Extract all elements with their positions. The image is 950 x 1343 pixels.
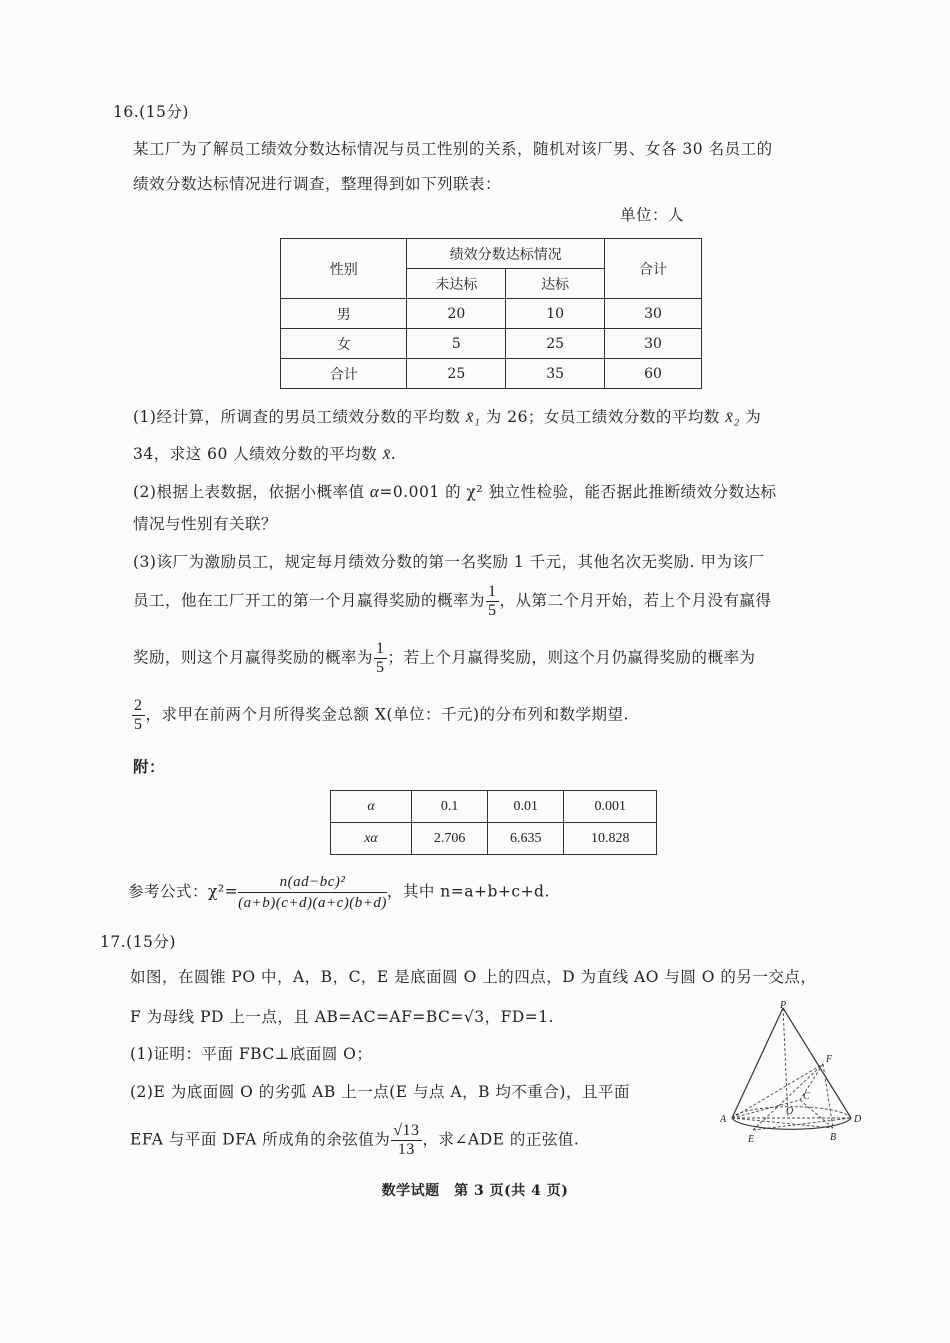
text: =0.001 的 χ² 独立性检验，能否据此推断绩效分数达标 — [379, 483, 777, 501]
math-x2-bar: x̄₂ — [725, 407, 740, 426]
label-F: F — [826, 1054, 833, 1065]
reference-formula — [128, 872, 550, 913]
text: ，求∠ADE 的正弦值. — [422, 1130, 580, 1149]
chi-square-fraction — [238, 872, 387, 913]
q17-line-2: F 为母线 PD 上一点，且 AB=AC=AF=BC=√3，FD=1. — [130, 1008, 555, 1026]
math-x-bar: x̄ — [382, 444, 391, 463]
row-label: α — [331, 791, 412, 823]
header-gender: 性别 — [281, 239, 407, 299]
text: ；若上个月赢得奖励，则这个月仍赢得奖励的概率为 — [387, 648, 756, 667]
cell: 20 — [407, 299, 506, 329]
text: . — [390, 445, 397, 463]
label-B: B — [830, 1132, 837, 1143]
numerator: 1 — [376, 640, 385, 657]
q17-part-2-line-1: (2)E 为底面圆 O 的劣弧 AB 上一点(E 与点 A，B 均不重合)，且平面 — [130, 1083, 630, 1101]
q16-part-3-line-2 — [133, 583, 772, 620]
text: ，求甲在前两个月所得奖金总额 X(单位：千元)的分布列和数学期望. — [145, 705, 629, 724]
row-label: xα — [331, 823, 412, 855]
row-label: 女 — [281, 329, 407, 359]
math-alpha: α — [369, 482, 380, 501]
table-row — [281, 299, 702, 329]
cell: 25 — [506, 329, 605, 359]
math-x1-bar: x̄₁ — [465, 407, 481, 426]
critical-value-table — [330, 790, 657, 855]
header-total: 合计 — [605, 239, 702, 299]
q16-part-2-line-2: 情况与性别有关联？ — [133, 515, 278, 533]
contingency-table — [280, 238, 702, 389]
numerator: √13 — [393, 1122, 420, 1139]
text: 为 26；女员工绩效分数的平均数 — [480, 408, 726, 426]
numerator: 2 — [134, 697, 143, 714]
label-E: E — [748, 1134, 755, 1145]
q16-part-3-line-1: (3)该厂为激励员工，规定每月绩效分数的第一名奖励 1 千元，其他名次无奖励. 甲为该厂 — [133, 553, 765, 571]
question-16-number: 16.(15分) — [113, 103, 189, 121]
denominator: (a+b)(c+d)(a+c)(b+d) — [238, 895, 387, 911]
header-performance: 绩效分数达标情况 — [407, 239, 605, 269]
cone-figure — [718, 1000, 868, 1150]
label-P: P — [780, 1000, 787, 1011]
cell: 10.828 — [564, 823, 657, 855]
table-row — [331, 791, 657, 823]
table-unit: 单位：人 — [620, 206, 685, 224]
q16-intro-line-1: 某工厂为了解员工绩效分数达标情况与员工性别的关系，随机对该厂男、女各 30 名员工的 — [133, 140, 773, 158]
header-met: 达标 — [506, 269, 605, 299]
fraction-two-fifths — [132, 697, 145, 734]
text: 为 — [739, 408, 762, 426]
cell: 0.1 — [412, 791, 488, 823]
text: 34，求这 60 人绩效分数的平均数 — [133, 445, 383, 463]
fraction-one-fifth — [486, 583, 499, 620]
text: (2)根据上表数据，依据小概率值 — [133, 483, 370, 501]
numerator: n(ad−bc)² — [238, 872, 387, 893]
appendix-label: 附： — [133, 757, 166, 776]
cell: 60 — [605, 359, 702, 389]
text: EFA 与平面 DFA 所成角的余弦值为 — [130, 1130, 391, 1149]
q16-part-3-line-3 — [133, 640, 756, 677]
cell: 2.706 — [412, 823, 488, 855]
cell: 0.001 — [564, 791, 657, 823]
q16-intro-line-2: 绩效分数达标情况进行调查，整理得到如下列联表： — [133, 175, 502, 193]
text: ，从第二个月开始，若上个月没有赢得 — [499, 591, 772, 610]
cell: 6.635 — [488, 823, 564, 855]
label-O: O — [786, 1106, 794, 1117]
cell: 30 — [605, 299, 702, 329]
denominator: 13 — [397, 1141, 415, 1158]
denominator: 5 — [134, 716, 143, 733]
header-not-met: 未达标 — [407, 269, 506, 299]
q17-line-1: 如图，在圆锥 PO 中，A，B，C，E 是底面圆 O 上的四点，D 为直线 AO 与圆 O 的另一交点， — [130, 968, 817, 986]
label-D: D — [854, 1114, 862, 1125]
q17-part-2-line-2 — [130, 1122, 579, 1159]
cell: 5 — [407, 329, 506, 359]
q16-part-1-line-2 — [133, 442, 396, 464]
page-footer: 数学试题 第 3 页(共 4 页) — [381, 1183, 569, 1199]
text: ，其中 n=a+b+c+d. — [386, 882, 550, 901]
table-row — [281, 329, 702, 359]
denominator: 5 — [376, 659, 385, 676]
q16-part-2-line-1 — [133, 480, 777, 502]
table-row — [331, 823, 657, 855]
numerator: 1 — [488, 583, 497, 600]
table-row — [281, 359, 702, 389]
question-17-number: 17.(15分) — [100, 933, 176, 951]
text: 奖励，则这个月赢得奖励的概率为 — [133, 648, 374, 667]
denominator: 5 — [488, 602, 497, 619]
text: 参考公式：χ²= — [128, 882, 239, 901]
label-C: C — [803, 1091, 810, 1102]
cell: 0.01 — [488, 791, 564, 823]
q16-part-3-line-4 — [131, 697, 629, 734]
q16-part-1-line-1 — [133, 405, 761, 427]
cell: 35 — [506, 359, 605, 389]
fraction-one-fifth — [374, 640, 387, 677]
fraction-sqrt13-over-13 — [391, 1122, 421, 1159]
cell: 25 — [407, 359, 506, 389]
q17-part-1: (1)证明：平面 FBC⊥底面圆 O； — [130, 1045, 373, 1063]
text: (1)经计算，所调查的男员工绩效分数的平均数 — [133, 408, 466, 426]
row-label: 合计 — [281, 359, 407, 389]
cell: 30 — [605, 329, 702, 359]
cell: 10 — [506, 299, 605, 329]
text: 员工，他在工厂开工的第一个月赢得奖励的概率为 — [133, 591, 486, 610]
row-label: 男 — [281, 299, 407, 329]
label-A: A — [720, 1114, 727, 1125]
